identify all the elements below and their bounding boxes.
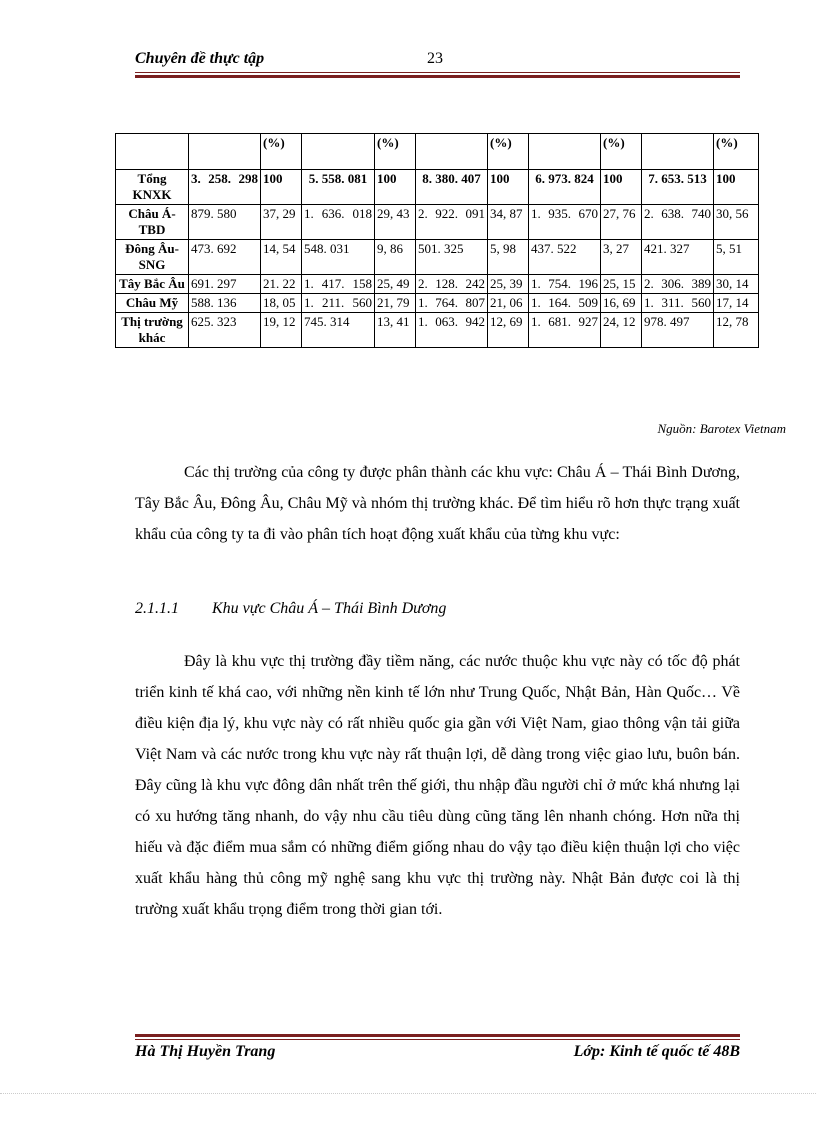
table-cell: 625. 323 [189, 313, 261, 348]
table-cell: 100 [375, 170, 416, 205]
table-cell: 5. 558. 081 [302, 170, 375, 205]
table-cell: 691. 297 [189, 275, 261, 294]
section-title: Khu vực Châu Á – Thái Bình Dương [212, 600, 447, 617]
table-cell: 21, 06 [488, 294, 529, 313]
table-cell: 8. 380. 407 [416, 170, 488, 205]
body-paragraph: Đây là khu vực thị trường đầy tiềm năng, các nước thuộc khu vực này có tốc độ phát triển kinh tế khá cao, với những nền kinh tế lớn như Trung Quốc, Nhật Bản, Hàn Quốc… Về điều kiện địa lý, khu vực này có rất nhiều quốc gia gần với Việt Nam, giao thông vận tải giữa Việt Nam và các nước trong khu vực này rất thuận lợi, dễ dàng trong việc giao lưu, buôn bán. Đây cũng là khu vực đông dân nhất trên thế giới, thu nhập đầu người chỉ ở mức khá nhưng lại có xu hướng tăng nhanh, do vậy nhu cầu tiêu dùng cũng tăng lên nhanh chóng. Hơn nữa thị hiếu và đặc điểm mua sắm có những điểm giống nhau do vậy tạo điều kiện thuận lợi cho việc xuất khẩu hàng thủ công mỹ nghệ sang khu vực thị trường này. Nhật Bản được coi là thị trường xuất khẩu trọng điểm trong thời gian tới. [135, 653, 740, 918]
row-label: Châu Mỹ [116, 294, 189, 313]
pct-header: (%) [375, 134, 416, 170]
table-cell: 25, 39 [488, 275, 529, 294]
table-cell: 745. 314 [302, 313, 375, 348]
table-cell: 3. 258. 298 [189, 170, 261, 205]
header-rule-thick [135, 75, 740, 78]
table-cell: 879. 580 [189, 205, 261, 240]
table-cell: 548. 031 [302, 240, 375, 275]
table-cell: 27, 76 [601, 205, 642, 240]
row-label: Tổng KNXK [116, 170, 189, 205]
page-edge [0, 1093, 816, 1094]
table-cell: 24, 12 [601, 313, 642, 348]
page-footer [135, 1043, 740, 1063]
table-cell: 5, 98 [488, 240, 529, 275]
table-row [116, 205, 759, 240]
table-cell: 21, 79 [375, 294, 416, 313]
table-cell: 13, 41 [375, 313, 416, 348]
table-row [116, 275, 759, 294]
row-label: Thị trường khác [116, 313, 189, 348]
table-row [116, 240, 759, 275]
table-cell: 30, 14 [714, 275, 759, 294]
table-cell: 7. 653. 513 [642, 170, 714, 205]
footer-rule-thick [135, 1034, 740, 1037]
table-cell: 12, 69 [488, 313, 529, 348]
pct-header: (%) [261, 134, 302, 170]
row-label: Đông Âu-SNG [116, 240, 189, 275]
section-heading [135, 600, 446, 618]
class-name: Lớp: Kinh tế quốc tế 48B [573, 1043, 740, 1060]
export-table [115, 133, 759, 348]
table-cell: 34, 87 [488, 205, 529, 240]
header-rule [135, 72, 740, 73]
table-cell: 1. 636. 018 [302, 205, 375, 240]
table-cell: 25, 15 [601, 275, 642, 294]
table-cell: 1. 764. 807 [416, 294, 488, 313]
pct-header: (%) [488, 134, 529, 170]
table-row [116, 313, 759, 348]
table-cell: 18, 05 [261, 294, 302, 313]
table-cell: 2. 306. 389 [642, 275, 714, 294]
table-cell: 501. 325 [416, 240, 488, 275]
table-cell: 21. 22 [261, 275, 302, 294]
table-cell: 100 [488, 170, 529, 205]
table-cell: 100 [601, 170, 642, 205]
table-cell: 421. 327 [642, 240, 714, 275]
intro-paragraph: Các thị trường của công ty được phân thành các khu vực: Châu Á – Thái Bình Dương, Tây Bắc Âu, Đông Âu, Châu Mỹ và nhóm thị trường khác. Để tìm hiểu rõ hơn thực trạng xuất khẩu của công ty ta đi vào phân tích hoạt động xuất khẩu của từng khu vực: [135, 464, 740, 543]
table-cell: 9, 86 [375, 240, 416, 275]
table-cell: 2. 638. 740 [642, 205, 714, 240]
table-cell: 6. 973. 824 [529, 170, 601, 205]
pct-header: (%) [601, 134, 642, 170]
table-cell: 2. 922. 091 [416, 205, 488, 240]
table-cell: 14, 54 [261, 240, 302, 275]
table-cell: 1. 063. 942 [416, 313, 488, 348]
table-cell: 1. 164. 509 [529, 294, 601, 313]
page-header [135, 50, 740, 70]
table-cell: 1. 417. 158 [302, 275, 375, 294]
table-cell: 12, 78 [714, 313, 759, 348]
table-cell: 2. 128. 242 [416, 275, 488, 294]
page-number: 23 [427, 50, 443, 67]
table-cell: 1. 311. 560 [642, 294, 714, 313]
table-cell: 978. 497 [642, 313, 714, 348]
table-cell: 588. 136 [189, 294, 261, 313]
table-cell: 3, 27 [601, 240, 642, 275]
table-cell: 1. 935. 670 [529, 205, 601, 240]
table-cell: 1. 681. 927 [529, 313, 601, 348]
author-name: Hà Thị Huyền Trang [135, 1043, 276, 1060]
section-number: 2.1.1.1 [135, 600, 179, 617]
table-cell: 473. 692 [189, 240, 261, 275]
table-cell: 30, 56 [714, 205, 759, 240]
row-label: Tây Bắc Âu [116, 275, 189, 294]
table-cell: 437. 522 [529, 240, 601, 275]
table-source: Nguồn: Barotex Vietnam [657, 421, 786, 436]
table-cell: 1. 211. 560 [302, 294, 375, 313]
table-cell: 19, 12 [261, 313, 302, 348]
table-row [116, 294, 759, 313]
table-header-row [116, 134, 759, 170]
table-cell: 29, 43 [375, 205, 416, 240]
pct-header: (%) [714, 134, 759, 170]
table-row-total [116, 170, 759, 205]
table-cell: 17, 14 [714, 294, 759, 313]
table-cell: 16, 69 [601, 294, 642, 313]
table-cell: 25, 49 [375, 275, 416, 294]
table-cell: 5, 51 [714, 240, 759, 275]
document-title: Chuyên đề thực tập [135, 50, 265, 67]
table-cell: 100 [261, 170, 302, 205]
table-cell: 1. 754. 196 [529, 275, 601, 294]
table-cell: 37, 29 [261, 205, 302, 240]
row-label: Châu Á-TBD [116, 205, 189, 240]
footer-rule [135, 1039, 740, 1040]
table-cell: 100 [714, 170, 759, 205]
